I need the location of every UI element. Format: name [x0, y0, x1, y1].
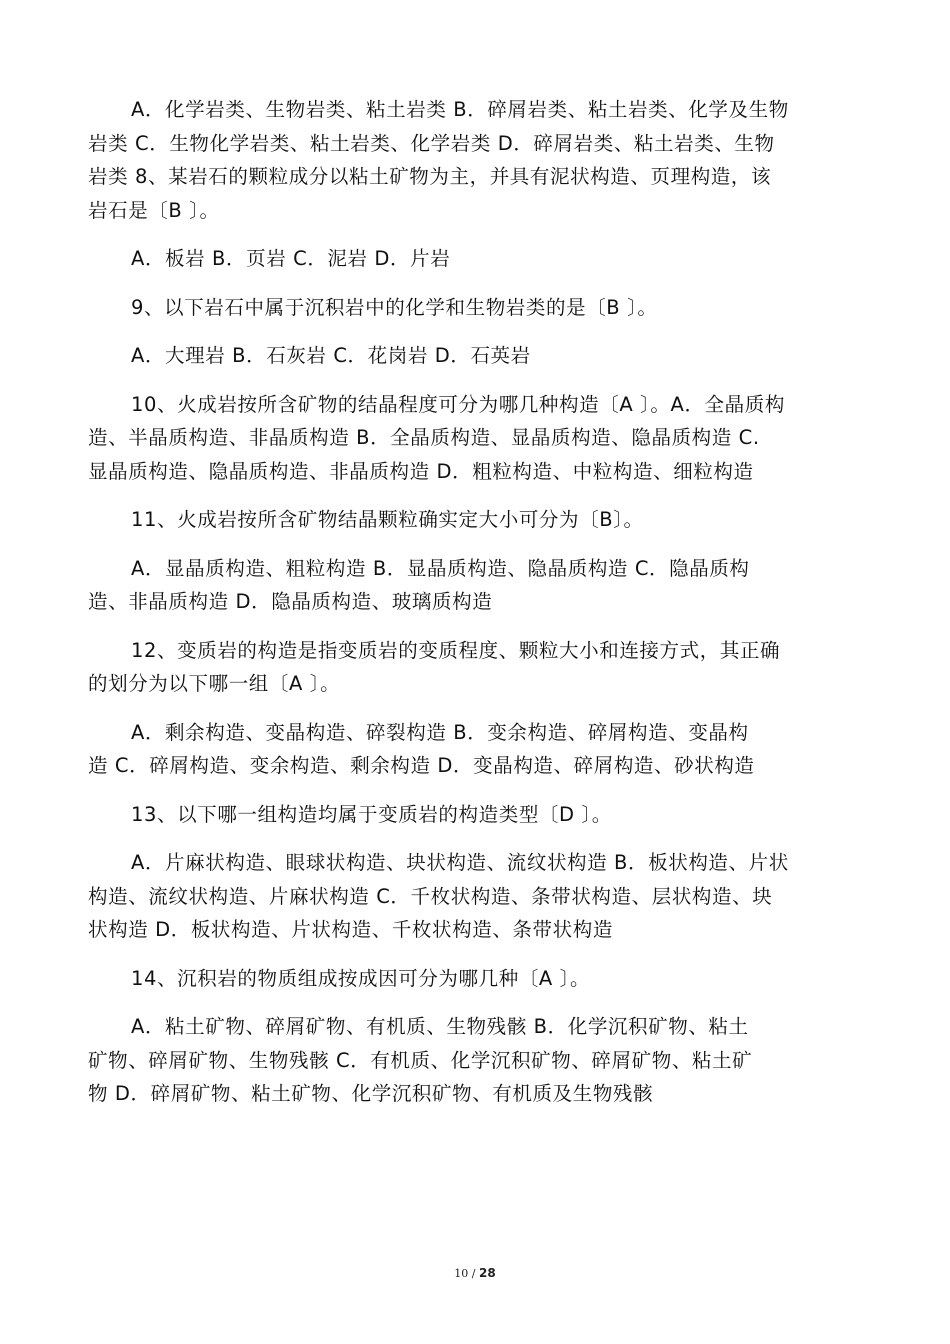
text-line: 造、半晶质构造、非晶质构造 B．全晶质构造、显晶质构造、隐晶质构造 C. — [88, 426, 760, 449]
paragraph — [88, 291, 864, 325]
text-line: 11、火成岩按所含矿物结晶颗粒确实定大小可分为〔B〕。 — [131, 508, 644, 531]
text-line: 矿物、碎屑矿物、生物残骸 C．有机质、化学沉积矿物、碎屑矿物、粘土矿 — [88, 1048, 753, 1072]
paragraph — [88, 552, 864, 619]
paragraph — [88, 339, 864, 373]
text-line: 14、沉积岩的物质组成按成因可分为哪几种〔A 〕。 — [131, 966, 591, 990]
text-line: 造、非晶质构造 D．隐晶质构造、玻璃质构造 — [88, 590, 493, 613]
text-line: 岩石是〔B 〕。 — [88, 198, 220, 222]
text-line: A．显晶质构造、粗粒构造 B．显晶质构造、隐晶质构造 C．隐晶质构 — [131, 556, 750, 580]
text-line: A．剩余构造、变晶构造、碎裂构造 B．变余构造、碎屑构造、变晶构 — [131, 720, 749, 744]
text-line: 岩类 8、某岩石的颗粒成分以粘土矿物为主，并具有泥状构造、页理构造，该 — [88, 165, 772, 188]
text-line: 造 C．碎屑构造、变余构造、剩余构造 D．变晶构造、碎屑构造、砂状构造 — [88, 754, 755, 777]
paragraph — [88, 716, 864, 783]
text-line: 10、火成岩按所含矿物的结晶程度可分为哪几种构造〔A 〕。A．全晶质构 — [131, 392, 785, 416]
text-line: A．化学岩类、生物岩类、粘土岩类 B．碎屑岩类、粘土岩类、化学及生物 — [131, 98, 789, 121]
text-line: A．板岩 B．页岩 C．泥岩 D．片岩 — [131, 247, 451, 270]
current-page-number: 10 — [454, 1267, 469, 1280]
text-line: A．大理岩 B．石灰岩 C．花岗岩 D．石英岩 — [131, 344, 531, 367]
paragraph — [88, 388, 864, 489]
paragraph — [88, 846, 864, 947]
paragraph — [88, 242, 864, 276]
paragraph — [88, 962, 864, 996]
paragraph — [88, 798, 864, 832]
paragraph — [88, 93, 864, 227]
text-line: 12、变质岩的构造是指变质岩的变质程度、颗粒大小和连接方式，其正确 — [131, 638, 781, 662]
paragraph — [88, 1010, 864, 1111]
document-body — [88, 93, 864, 1111]
total-pages: 28 — [479, 1266, 496, 1280]
text-line: 构造、流纹状构造、片麻状构造 C．千枚状构造、条带状构造、层状构造、块 — [88, 884, 773, 908]
text-line: A．片麻状构造、眼球状构造、块状构造、流纹状构造 B．板状构造、片状 — [131, 851, 789, 874]
text-line: 的划分为以下哪一组〔A 〕。 — [88, 672, 341, 695]
text-line: 岩类 C．生物化学岩类、粘土岩类、化学岩类 D．碎屑岩类、粘土岩类、生物 — [88, 131, 775, 155]
paragraph — [88, 634, 864, 701]
text-line: 13、以下哪一组构造均属于变质岩的构造类型〔D 〕。 — [131, 802, 612, 826]
text-line: 9、以下岩石中属于沉积岩中的化学和生物岩类的是〔B 〕。 — [131, 295, 658, 319]
text-line: 状构造 D．板状构造、片状构造、千枚状构造、条带状构造 — [88, 918, 613, 941]
page-separator: / — [468, 1267, 479, 1280]
text-line: 显晶质构造、隐晶质构造、非晶质构造 D．粗粒构造、中粒构造、细粒构造 — [88, 459, 754, 483]
paragraph — [88, 503, 864, 537]
text-line: A．粘土矿物、碎屑矿物、有机质、生物残骸 B．化学沉积矿物、粘土 — [131, 1015, 749, 1038]
text-line: 物 D．碎屑矿物、粘土矿物、化学沉积矿物、有机质及生物残骸 — [88, 1082, 654, 1105]
page-number — [0, 1266, 950, 1280]
